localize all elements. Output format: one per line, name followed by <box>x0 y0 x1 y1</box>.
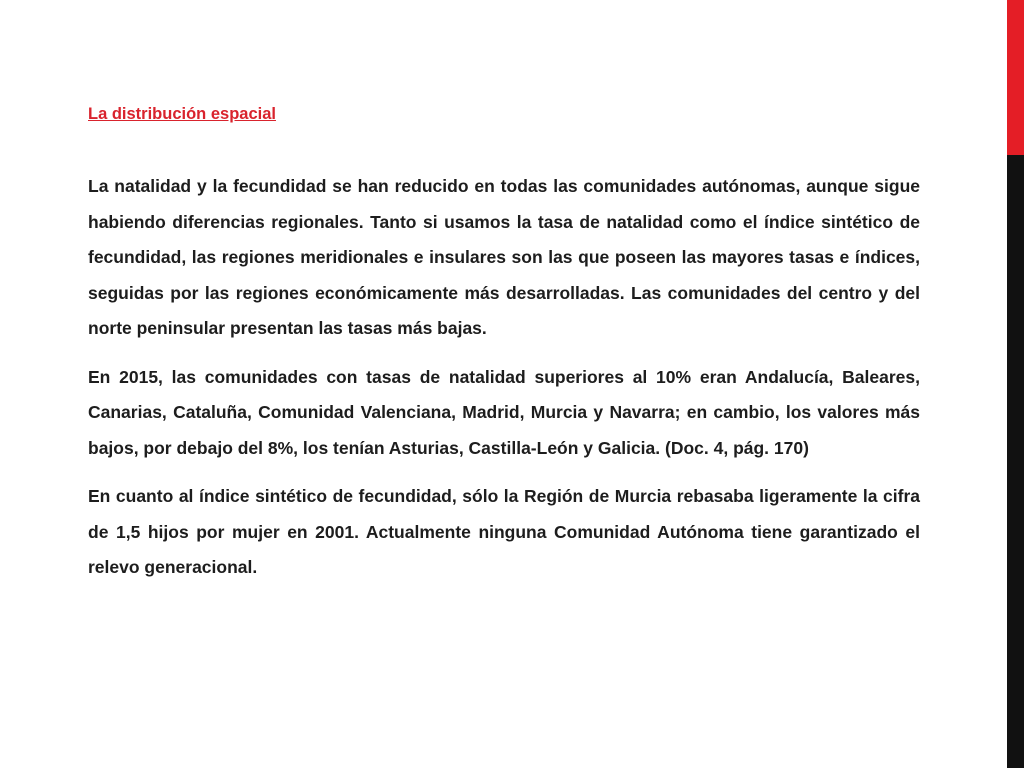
paragraph-3: En cuanto al índice sintético de fecundidad, sólo la Región de Murcia rebasaba ligeramente la cifra de 1,5 hijos por mujer en 2001. Actualmente ninguna Comunidad Autónoma tiene garantizado el relevo generacional. <box>88 486 920 577</box>
paragraph-1: La natalidad y la fecundidad se han reducido en todas las comunidades autónomas, aunque sigue habiendo diferencias regionales. Tanto si usamos la tasa de natalidad como el índice sintético de fecundidad, las regiones meridionales e insulares son las que poseen las mayores tasas e índices, seguidas por las regiones económicamente más desarrolladas. Las comunidades del centro y del norte peninsular presentan las tasas más bajas. <box>88 176 920 338</box>
slide-content <box>88 102 920 586</box>
section-heading: La distribución espacial <box>88 105 276 123</box>
paragraph-2: En 2015, las comunidades con tasas de natalidad superiores al 10% eran Andalucía, Baleares, Canarias, Cataluña, Comunidad Valenciana, Madrid, Murcia y Navarra; en cambio, los valores más bajos, por debajo del 8%, los tenían Asturias, Castilla-León y Galicia. (Doc. 4, pág. 170) <box>88 366 920 458</box>
accent-bar-red <box>1007 0 1024 155</box>
accent-bar-dark <box>1007 155 1024 768</box>
